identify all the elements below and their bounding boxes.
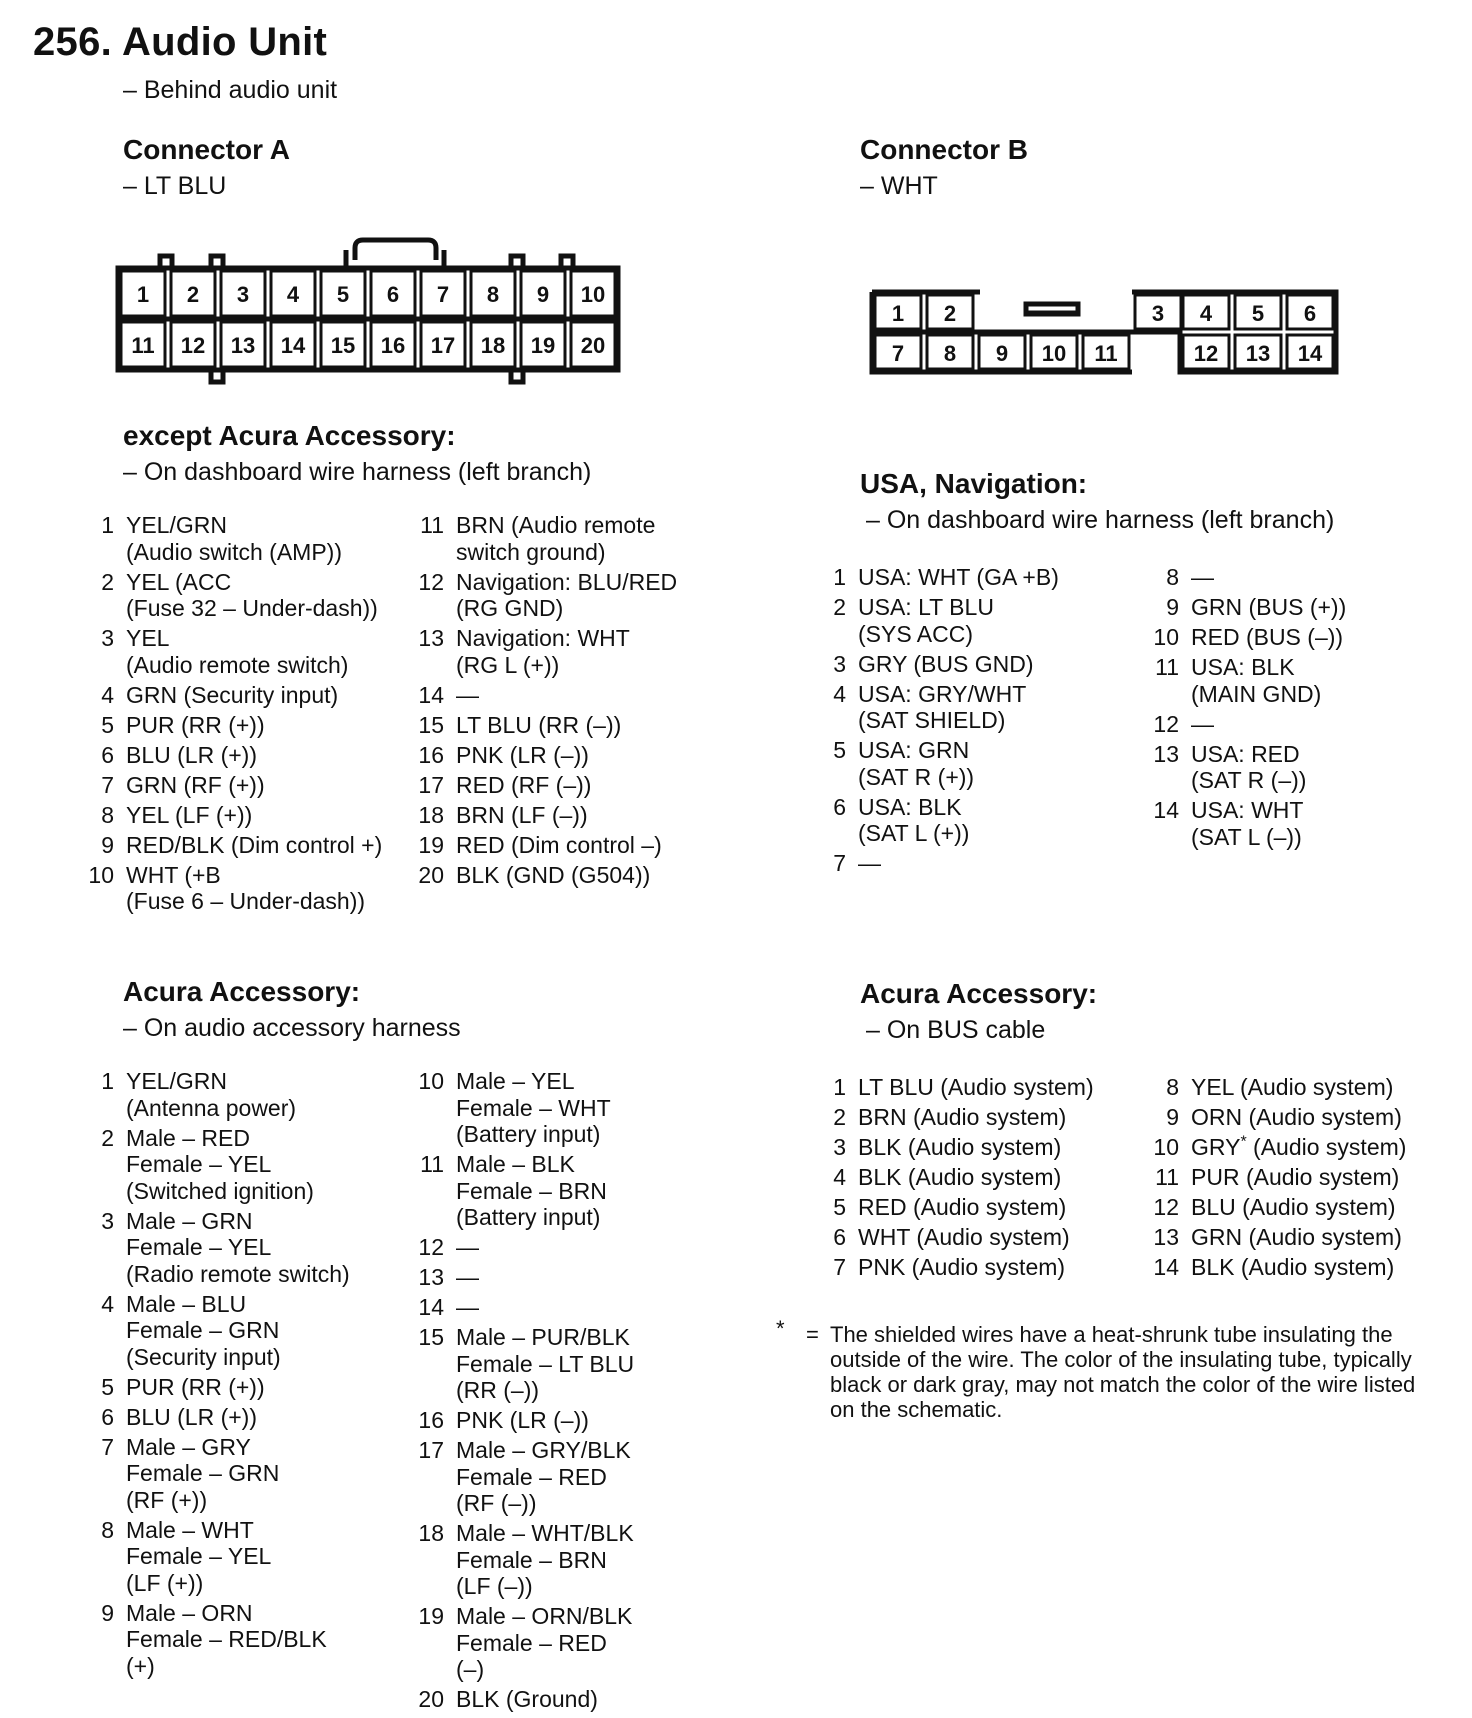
pin-description: USA: LT BLU (SYS ACC) [858, 594, 994, 647]
pin-number: 1 [101, 512, 114, 538]
pin-number: 12 [418, 568, 444, 595]
connector-b-pin-label: 5 [1251, 301, 1265, 326]
pin-description: BRN (Audio remote switch ground) [456, 512, 656, 565]
connector-b-pin-label: 6 [1303, 301, 1317, 326]
pin-description: GRN (BUS (+)) [1191, 594, 1347, 620]
pin-description: — [456, 1264, 479, 1290]
connector-a-pin-label: 14 [280, 333, 306, 358]
connector-b-diagram [868, 284, 1348, 384]
footnote-equals: = [806, 1322, 819, 1347]
footnote-marker: * [1240, 1133, 1247, 1151]
pin-row [408, 1324, 708, 1404]
pin-description: YEL/GRN (Audio switch (AMP)) [126, 512, 342, 565]
pin-row [822, 1134, 1152, 1161]
pin-row [80, 1600, 420, 1680]
connector-a-pin-label: 20 [580, 333, 606, 358]
pin-description: — [456, 681, 479, 708]
pin-row [80, 569, 420, 622]
pin-number: 12 [1153, 710, 1179, 737]
pin-description: WHT (Audio system) [858, 1224, 1070, 1250]
pin-description: — [1191, 564, 1214, 590]
connector-a-pin-label: 3 [236, 282, 250, 307]
pin-description: Male – WHT Female – YEL (LF (+)) [126, 1516, 272, 1596]
section-a1-right-list [408, 512, 708, 892]
section-b2-location: – On BUS cable [866, 1016, 1046, 1044]
pin-number: 2 [833, 1104, 846, 1130]
pin-number: 14 [1153, 797, 1179, 823]
pin-number: 19 [418, 1603, 444, 1629]
pin-description: YEL/GRN (Antenna power) [126, 1068, 297, 1121]
pin-description: PUR (Audio system) [1191, 1164, 1400, 1190]
pin-row [80, 772, 420, 799]
connector-a-pin-label: 19 [530, 333, 556, 358]
pin-description: GRN (Audio system) [1191, 1224, 1402, 1250]
pin-row [80, 802, 420, 829]
pin-row [822, 651, 1152, 678]
connector-b-pin-label: 7 [891, 341, 905, 366]
pin-row [80, 1434, 420, 1514]
pin-row [408, 1068, 708, 1148]
pin-description: — [456, 1234, 479, 1260]
pin-number: 13 [1153, 740, 1179, 767]
connector-a-pin-label: 17 [430, 333, 456, 358]
pin-number: 10 [1153, 1134, 1179, 1160]
pin-number: 8 [101, 801, 114, 828]
pin-row [822, 850, 1152, 877]
pin-row [80, 832, 420, 859]
connector-a-pin-label: 12 [180, 333, 206, 358]
connector-a-pin-label: 9 [536, 282, 550, 307]
pin-description: — [858, 850, 881, 876]
connector-a-pin-label: 6 [386, 282, 400, 307]
pin-description: LT BLU (Audio system) [858, 1074, 1094, 1100]
pin-description: PUR (RR (+)) [126, 1373, 265, 1400]
pin-number: 9 [101, 831, 114, 858]
pin-row [822, 564, 1152, 591]
pin-number: 3 [101, 1207, 114, 1234]
pin-row [1143, 1134, 1463, 1161]
pin-row [408, 862, 708, 889]
pin-row [80, 682, 420, 709]
section-b2-right-list [1143, 1074, 1463, 1284]
pin-description: BLK (Audio system) [858, 1134, 1062, 1160]
connector-a-shell [118, 240, 618, 382]
pin-row [822, 1224, 1152, 1251]
pin-row [80, 1208, 420, 1288]
pin-row [408, 1603, 708, 1683]
pin-row [822, 1074, 1152, 1101]
pin-number: 1 [833, 1074, 846, 1100]
footnote-symbol: * [776, 1316, 785, 1341]
connector-a-diagram [110, 236, 630, 396]
pin-number: 6 [833, 793, 846, 820]
pin-row [80, 742, 420, 769]
pin-row [1143, 1194, 1463, 1221]
pin-row [408, 832, 708, 859]
pin-description: — [1191, 710, 1214, 737]
connector-b-pin-label: 8 [943, 341, 957, 366]
pin-number: 7 [101, 771, 114, 798]
pin-number: 5 [101, 711, 114, 738]
pin-number: 6 [101, 741, 114, 768]
connector-a-color: – LT BLU [123, 172, 227, 200]
pin-number: 20 [418, 1686, 444, 1712]
pin-description: USA: WHT (GA +B) [858, 564, 1059, 590]
pin-number: 6 [833, 1224, 846, 1250]
pin-row [1143, 564, 1463, 591]
pin-description: GRN (Security input) [126, 681, 339, 708]
pin-number: 7 [833, 850, 846, 876]
pin-number: 4 [833, 1164, 846, 1190]
pin-number: 12 [418, 1234, 444, 1260]
pin-description: BLK (Ground) [456, 1686, 598, 1712]
pin-description: Male – GRY Female – GRN (RF (+)) [126, 1433, 280, 1513]
connector-b-title: Connector B [860, 134, 1028, 165]
pin-row [1143, 741, 1463, 794]
pin-number: 10 [88, 861, 114, 888]
pin-number: 13 [418, 625, 444, 651]
pin-number: 18 [418, 801, 444, 828]
pin-description: PNK (LR (–)) [456, 741, 589, 768]
pin-number: 14 [1153, 1254, 1179, 1280]
pin-row [408, 1686, 708, 1713]
connector-a-pin-label: 18 [480, 333, 506, 358]
pin-number: 20 [418, 861, 444, 888]
connector-b-pin-label: 9 [995, 341, 1009, 366]
pin-number: 11 [1155, 654, 1179, 680]
pin-row [408, 1437, 708, 1517]
pin-row [408, 569, 708, 622]
pin-description: BLK (GND (G504)) [456, 861, 651, 888]
pin-number: 11 [420, 1151, 444, 1177]
pin-row [822, 1194, 1152, 1221]
pin-number: 5 [833, 737, 846, 763]
pin-description: Male – PUR/BLK Female – LT BLU (RR (–)) [456, 1324, 635, 1403]
pin-row [408, 1407, 708, 1434]
pin-row [80, 1068, 420, 1121]
pin-number: 9 [1166, 1104, 1179, 1130]
pin-number: 15 [418, 711, 444, 738]
pin-row [408, 682, 708, 709]
pin-number: 7 [833, 1254, 846, 1280]
connector-b-color: – WHT [860, 172, 938, 200]
pin-row [1143, 711, 1463, 738]
connector-a-title: Connector A [123, 134, 290, 165]
pin-description: Male – GRY/BLK Female – RED (RF (–)) [456, 1437, 631, 1516]
pin-row [1143, 797, 1463, 850]
pin-row [1143, 1104, 1463, 1131]
connector-a-pin-label: 15 [330, 333, 356, 358]
pin-row [80, 1374, 420, 1401]
pin-description: USA: BLK (MAIN GND) [1191, 654, 1322, 707]
pin-number: 3 [101, 625, 114, 651]
connector-b-pin-label: 13 [1245, 341, 1271, 366]
pin-description: Male – ORN Female – RED/BLK (+) [126, 1599, 327, 1679]
pin-row [80, 1291, 420, 1371]
pin-row [80, 1404, 420, 1431]
pin-number: 3 [833, 650, 846, 677]
pin-description: WHT (+B (Fuse 6 – Under-dash)) [126, 861, 366, 914]
pin-row [822, 681, 1152, 734]
connector-b-pin-label: 4 [1199, 301, 1213, 326]
pin-description: Navigation: BLU/RED (RG GND) [456, 568, 678, 621]
pin-number: 9 [101, 1599, 114, 1626]
pin-number: 10 [1153, 624, 1179, 650]
connector-a-pin-label: 5 [336, 282, 350, 307]
pin-description: RED (RF (–)) [456, 771, 592, 798]
section-a1-title: except Acura Accessory: [123, 420, 456, 451]
pin-row [408, 742, 708, 769]
connector-a-pin-label: 2 [186, 282, 200, 307]
pin-number: 11 [420, 512, 444, 538]
pin-description: — [456, 1294, 479, 1320]
pin-description: USA: WHT (SAT L (–)) [1191, 797, 1304, 850]
pin-description: RED/BLK (Dim control +) [126, 831, 383, 858]
pin-number: 14 [418, 1294, 444, 1320]
pin-number: 2 [833, 594, 846, 620]
connector-a-pin-label: 8 [486, 282, 500, 307]
pin-description: GRY* (Audio system) [1191, 1133, 1407, 1160]
pin-number: 13 [1153, 1224, 1179, 1250]
pin-description: PNK (Audio system) [858, 1254, 1066, 1280]
connector-b-pin-label: 14 [1297, 341, 1323, 366]
footnote-text: The shielded wires have a heat-shrunk tube insulating the outside of the wire. The color of the insulating tube, typically black or dark gray, may not match the color of the wire listed on the schematic. [830, 1322, 1416, 1422]
pin-description: BRN (LF (–)) [456, 801, 588, 828]
pin-row [408, 1264, 708, 1291]
page-location: – Behind audio unit [123, 76, 338, 104]
pin-number: 4 [833, 680, 846, 707]
pin-description: USA: GRY/WHT (SAT SHIELD) [858, 680, 1027, 733]
pin-number: 6 [101, 1403, 114, 1430]
pin-number: 16 [418, 1407, 444, 1433]
connector-a-pin-label: 10 [580, 282, 606, 307]
section-b2-title: Acura Accessory: [860, 978, 1098, 1009]
pin-description: BLK (Audio system) [1191, 1254, 1395, 1280]
pin-description: Male – ORN/BLK Female – RED (–) [456, 1603, 633, 1682]
pin-description: YEL (LF (+)) [126, 801, 253, 828]
pin-description: Male – BLK Female – BRN (Battery input) [456, 1151, 607, 1230]
pin-row [1143, 1074, 1463, 1101]
section-a2-location: – On audio accessory harness [123, 1014, 461, 1042]
pin-row [1143, 1164, 1463, 1191]
connector-a-pin-label: 7 [436, 282, 450, 307]
pin-description: BRN (Audio system) [858, 1104, 1067, 1130]
section-b1-location: – On dashboard wire harness (left branch) [866, 506, 1335, 534]
pin-description: YEL (Audio remote switch) [126, 625, 349, 678]
pin-number: 5 [833, 1194, 846, 1220]
pin-description: BLU (LR (+)) [126, 741, 257, 768]
pin-number: 19 [418, 831, 444, 858]
pin-row [822, 594, 1152, 647]
pin-description: ORN (Audio system) [1191, 1104, 1402, 1130]
pin-number: 8 [1166, 1074, 1179, 1100]
pin-row [822, 794, 1152, 847]
pin-description: USA: RED (SAT R (–)) [1191, 740, 1307, 793]
pin-number: 11 [1155, 1164, 1179, 1190]
pin-description: BLK (Audio system) [858, 1164, 1062, 1190]
pin-row [1143, 1224, 1463, 1251]
pin-description: BLU (LR (+)) [126, 1403, 257, 1430]
section-a1-location: – On dashboard wire harness (left branch) [123, 458, 592, 486]
connector-a-pin-label: 13 [230, 333, 256, 358]
section-b1-right-list [1143, 564, 1463, 854]
pin-description: GRN (RF (+)) [126, 771, 265, 798]
pin-description: PNK (LR (–)) [456, 1407, 589, 1433]
pin-row [80, 1517, 420, 1597]
pin-description: YEL (Audio system) [1191, 1074, 1394, 1100]
pin-row [1143, 624, 1463, 651]
pin-description: Navigation: WHT (RG L (+)) [456, 625, 630, 678]
pin-row [822, 737, 1152, 790]
pin-row [80, 862, 420, 915]
section-a2-right-list [408, 1068, 708, 1716]
pin-number: 17 [418, 771, 444, 798]
pin-description: RED (Dim control –) [456, 831, 662, 858]
section-b1-title: USA, Navigation: [860, 468, 1088, 499]
pin-number: 15 [418, 1324, 444, 1350]
pin-number: 2 [101, 1124, 114, 1151]
pin-description: Male – BLU Female – GRN (Security input) [126, 1290, 281, 1370]
pin-number: 4 [101, 681, 114, 708]
pin-row [1143, 594, 1463, 621]
pin-description: Male – GRN Female – YEL (Radio remote switch) [126, 1207, 350, 1287]
pin-description: RED (BUS (–)) [1191, 624, 1344, 650]
pin-row [1143, 654, 1463, 707]
pin-number: 1 [833, 564, 846, 590]
pin-number: 13 [418, 1264, 444, 1290]
section-b1-left-list [822, 564, 1152, 880]
pin-description: LT BLU (RR (–)) [456, 711, 622, 738]
pin-description: PUR (RR (+)) [126, 711, 265, 738]
pin-description: YEL (ACC (Fuse 32 – Under-dash)) [126, 568, 378, 621]
pin-row [408, 625, 708, 678]
pin-row [822, 1254, 1152, 1281]
pin-number: 8 [101, 1516, 114, 1543]
pin-row [408, 1151, 708, 1231]
pin-row [822, 1164, 1152, 1191]
pin-description: GRY (BUS GND) [858, 650, 1034, 677]
connector-b-pin-label: 1 [891, 301, 905, 326]
pin-description: Male – RED Female – YEL (Switched ignition) [126, 1124, 314, 1204]
section-b2-left-list [822, 1074, 1152, 1284]
connector-b-pin-label: 11 [1094, 341, 1118, 366]
pin-row [408, 1520, 708, 1600]
pin-number: 18 [418, 1520, 444, 1546]
section-a1-left-list [80, 512, 420, 918]
pin-description: Male – WHT/BLK Female – BRN (LF (–)) [456, 1520, 634, 1599]
pin-description: RED (Audio system) [858, 1194, 1067, 1220]
pin-number: 9 [1166, 594, 1179, 620]
pin-row [408, 772, 708, 799]
pin-number: 8 [1166, 564, 1179, 590]
connector-b-pin-label: 2 [943, 301, 957, 326]
pin-number: 7 [101, 1433, 114, 1460]
pin-number: 5 [101, 1373, 114, 1400]
connector-b-pin-label: 3 [1151, 301, 1165, 326]
pin-row [408, 712, 708, 739]
pin-description: USA: BLK (SAT L (+)) [858, 793, 970, 846]
pin-number: 10 [418, 1068, 444, 1094]
section-a2-left-list [80, 1068, 420, 1683]
pin-row [408, 512, 708, 565]
pin-row [408, 1294, 708, 1321]
section-a2-title: Acura Accessory: [123, 976, 361, 1007]
pin-number: 14 [418, 681, 444, 708]
pin-description: USA: GRN (SAT R (+)) [858, 737, 975, 790]
pin-row [408, 802, 708, 829]
page-title: 256. Audio Unit [33, 20, 328, 64]
pin-number: 12 [1153, 1194, 1179, 1220]
pin-number: 17 [418, 1437, 444, 1463]
pin-row [80, 712, 420, 739]
pin-number: 3 [833, 1134, 846, 1160]
connector-a-pin-label: 16 [380, 333, 406, 358]
pin-number: 16 [418, 741, 444, 768]
pin-description: BLU (Audio system) [1191, 1194, 1396, 1220]
connector-b-pin-label: 10 [1041, 341, 1067, 366]
connector-a-pin-label: 4 [286, 282, 300, 307]
connector-b-pin-label: 12 [1193, 341, 1219, 366]
pin-row [408, 1234, 708, 1261]
pin-row [1143, 1254, 1463, 1281]
pin-number: 1 [101, 1068, 114, 1094]
pin-number: 4 [101, 1290, 114, 1317]
pin-row [80, 512, 420, 565]
pin-number: 2 [101, 568, 114, 595]
connector-a-pin-label: 1 [136, 282, 150, 307]
connector-a-pin-label: 11 [131, 333, 155, 358]
pin-row [80, 1125, 420, 1205]
pin-description: Male – YEL Female – WHT (Battery input) [456, 1068, 611, 1147]
pin-row [80, 625, 420, 678]
pin-row [822, 1104, 1152, 1131]
